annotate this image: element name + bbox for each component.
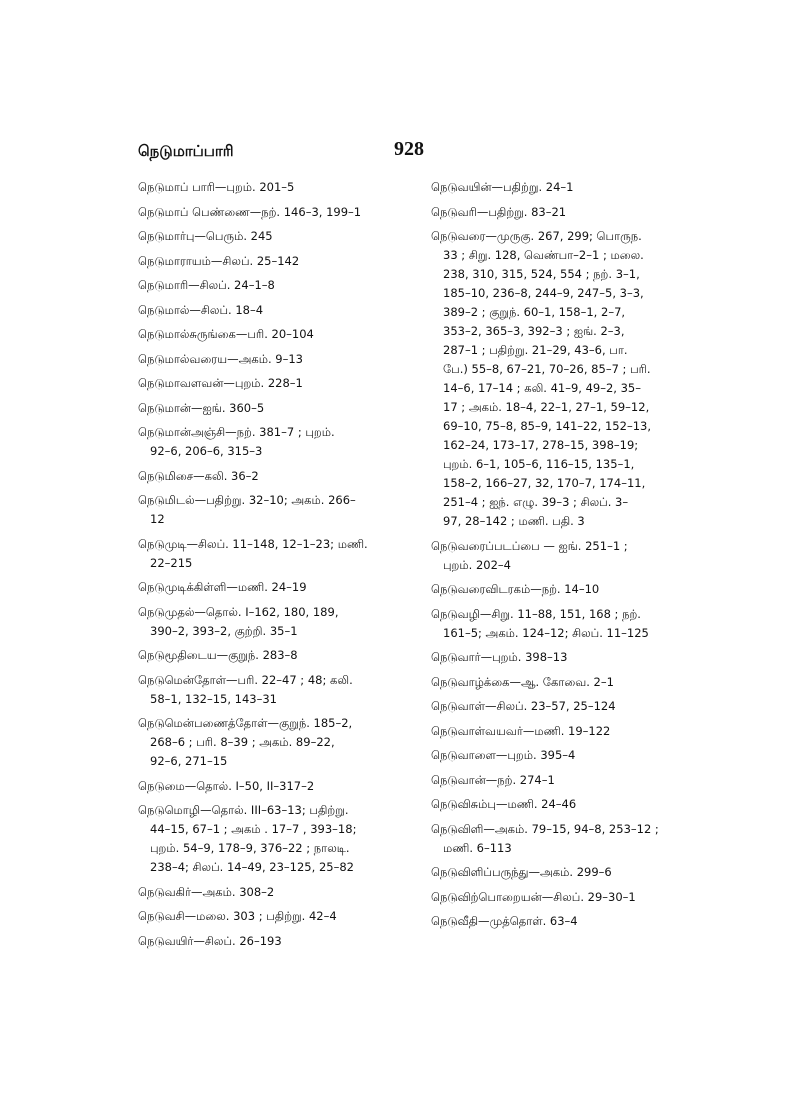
index-entry — [431, 722, 689, 741]
entry-line: நெடுமென்தோள்—பரி. 22–47 ; 48; கலி. — [138, 672, 353, 687]
entry-line: நெடுவிளிப்பருந்து—அகம். 299–6 — [431, 865, 612, 879]
entry-line: 12 — [150, 512, 165, 526]
entry-continuation — [138, 733, 403, 771]
index-entry — [138, 777, 403, 796]
index-entry — [431, 912, 689, 931]
right-column — [431, 178, 689, 937]
entry-line: புறம். 6–1, 105–6, 116–15, 135–1, — [443, 457, 635, 471]
entry-line: நெடுமிடல்—பதிற்று. 32–10; அகம். 266– — [138, 493, 356, 507]
index-entry — [138, 714, 403, 771]
index-entry — [138, 801, 403, 877]
entry-line: நெடுவயிர்—சிலப். 26–193 — [138, 933, 282, 948]
entry-line: 158–2, 166–27, 32, 170–7, 174–11, — [443, 476, 646, 490]
entry-line: நெடுவாழ்க்கை—ஆ. கோவை. 2–1 — [431, 674, 614, 689]
index-entry — [431, 771, 689, 790]
entry-continuation — [431, 556, 689, 575]
entry-continuation — [138, 510, 403, 529]
index-entry — [138, 325, 403, 344]
index-entry — [431, 203, 689, 222]
index-entry — [431, 605, 689, 643]
entry-line: நெடுமொழி—தொல். III–63–13; பதிற்று. — [138, 803, 349, 817]
entry-line: நெடுமாரி—சிலப். 24–1–8 — [138, 278, 275, 292]
entry-line: நெடுவிளி—அகம். 79–15, 94–8, 253–12 ; — [431, 821, 659, 836]
entry-line: நெடுவாள்வயவர்—மணி. 19–122 — [431, 723, 611, 738]
page-header — [138, 138, 698, 168]
index-entry — [138, 671, 403, 709]
entry-line: நெடுவீதி—முத்தொள். 63–4 — [431, 914, 578, 928]
index-entry — [431, 697, 689, 716]
entry-line: 58–1, 132–15, 143–31 — [150, 691, 277, 706]
entry-continuation — [138, 622, 403, 641]
entry-line: புறம். 54–9, 178–9, 376–22 ; நாலடி. — [150, 841, 350, 855]
entry-continuation — [138, 442, 403, 461]
entry-continuation — [138, 820, 403, 877]
index-entry — [138, 578, 403, 597]
index-entry — [431, 863, 689, 882]
entry-line: 185–10, 236–8, 244–9, 247–5, 3–3, — [443, 286, 644, 300]
entry-line: நெடுமாப் பெண்ணை—நற். 146–3, 199–1 — [138, 204, 362, 219]
left-column — [138, 178, 403, 956]
entry-line: நெடுமை—தொல். I–50, II–317–2 — [138, 778, 315, 793]
index-entry — [138, 399, 403, 418]
entry-line: நெடுமுடி—சிலப். 11–148, 12–1–23; மணி. — [138, 536, 368, 551]
entry-line: 161–5; அகம். 124–12; சிலப். 11–125 — [443, 625, 649, 640]
entry-line: நெடுமுடிக்கிள்ளி—மணி. 24–19 — [138, 580, 307, 594]
entry-line: நெடுவாளை—புறம். 395–4 — [431, 748, 576, 762]
entry-line: 162–24, 173–17, 278–15, 398–19; — [443, 438, 639, 452]
index-entry — [431, 820, 689, 858]
entry-line: நெடுமுதல்—தொல். I–162, 180, 189, — [138, 604, 339, 619]
entry-line: நெடுவரை—முருகு. 267, 299; பொருந. — [431, 229, 642, 243]
entry-line: 287–1 ; பதிற்று. 21–29, 43–6, பா. — [443, 343, 628, 357]
index-entry — [138, 374, 403, 393]
entry-line: புறம். 202–4 — [443, 557, 511, 572]
entry-line: நெடுவார்—புறம். 398–13 — [431, 650, 568, 664]
entry-line: நெடுவிற்பொறையன்—சிலப். 29–30–1 — [431, 889, 636, 904]
entry-line: நெடுவிசும்பு—மணி. 24–46 — [431, 797, 577, 811]
entry-line: நெடுவரி—பதிற்று. 83–21 — [431, 204, 567, 219]
index-entry — [138, 603, 403, 641]
entry-line: 390–2, 393–2, குற்றி. 35–1 — [150, 623, 298, 638]
entry-line: மணி. 6–113 — [443, 840, 512, 855]
index-entry — [138, 350, 403, 369]
entry-line: 14–6, 17–14 ; கலி. 41–9, 49–2, 35– — [443, 381, 641, 395]
entry-line: 17 ; அகம். 18–4, 22–1, 27–1, 59–12, — [443, 400, 650, 414]
entry-continuation — [431, 624, 689, 643]
entry-line: 389–2 ; குறுந். 60–1, 158–1, 2–7, — [443, 305, 626, 319]
entry-line: 251–4 ; ஐந். எழு. 39–3 ; சிலப். 3– — [443, 495, 629, 509]
index-entry — [431, 888, 689, 907]
index-entry — [431, 580, 689, 599]
index-entry — [138, 252, 403, 271]
entry-continuation — [138, 690, 403, 709]
entry-line: நெடுமாவளவன்—புறம். 228–1 — [138, 376, 303, 390]
entry-line: நெடுமான்அஞ்சி—நற். 381–7 ; புறம். — [138, 425, 335, 439]
index-entry — [138, 301, 403, 320]
index-entry — [431, 537, 689, 575]
index-entry — [138, 467, 403, 486]
entry-line: நெடுமால்வரைய—அகம். 9–13 — [138, 351, 303, 366]
index-entry — [138, 535, 403, 573]
entry-line: 92–6, 271–15 — [150, 754, 228, 768]
entry-line: நெடுமார்பு—பெரும். 245 — [138, 229, 273, 243]
index-entry — [138, 227, 403, 246]
entry-line: 97, 28–142 ; மணி. பதி. 3 — [443, 514, 585, 528]
entry-continuation — [431, 839, 689, 858]
entry-line: 33 ; சிறு. 128, வெண்பா–2–1 ; மலை. — [443, 248, 644, 262]
index-entry — [431, 648, 689, 667]
entry-line: 268–6 ; பரி. 8–39 ; அகம். 89–22, — [150, 735, 335, 749]
entry-line: நெடுமாராயம்—சிலப். 25–142 — [138, 253, 300, 268]
page-number: 928 — [394, 138, 424, 160]
entry-line: நெடுமாப் பாரி—புறம். 201–5 — [138, 180, 295, 194]
entry-line: நெடுமான்—ஐங். 360–5 — [138, 400, 265, 415]
index-entry — [138, 276, 403, 295]
index-entry — [138, 646, 403, 665]
entry-line: நெடுவான்—நற். 274–1 — [431, 772, 555, 787]
entry-line: நெடுவகிர்—அகம். 308–2 — [138, 884, 275, 899]
entry-line: 238–4; சிலப். 14–49, 23–125, 25–82 — [150, 860, 354, 874]
entry-line: 92–6, 206–6, 315–3 — [150, 444, 263, 458]
entry-line: நெடுமிசை—கலி. 36–2 — [138, 468, 259, 483]
entry-line: நெடுமால்சுருங்கை—பரி. 20–104 — [138, 327, 314, 341]
index-entry — [138, 203, 403, 222]
index-entry — [431, 178, 689, 197]
entry-line: பே.) 55–8, 67–21, 70–26, 85–7 ; பரி. — [443, 362, 651, 376]
entry-line: 238, 310, 315, 524, 554 ; நற். 3–1, — [443, 267, 640, 281]
index-entry — [431, 673, 689, 692]
index-entry — [431, 227, 689, 531]
entry-line: 22–215 — [150, 555, 193, 570]
entry-line: 69–10, 75–8, 85–9, 141–22, 152–13, — [443, 419, 651, 433]
entry-line: நெடுவழி—சிறு. 11–88, 151, 168 ; நற். — [431, 606, 641, 621]
index-entry — [431, 795, 689, 814]
entry-line: நெடுமென்பணைத்தோள்—குறுந். 185–2, — [138, 716, 353, 730]
index-entry — [138, 491, 403, 529]
index-entry — [138, 932, 403, 951]
entry-line: நெடுமால்—சிலப். 18–4 — [138, 302, 264, 317]
index-entry — [138, 423, 403, 461]
entry-line: நெடுவசி—மலை. 303 ; பதிற்று. 42–4 — [138, 909, 337, 923]
entry-line: 353–2, 365–3, 392–3 ; ஐங். 2–3, — [443, 324, 625, 338]
entry-continuation — [431, 246, 689, 531]
entry-line: நெடுவரைப்படப்பை — ஐங். 251–1 ; — [431, 538, 628, 553]
running-head: நெடுமாப்பாரி — [138, 142, 234, 160]
entry-line: 44–15, 67–1 ; அகம் . 17–7 , 393–18; — [150, 822, 357, 836]
entry-line: நெடுவாள்—சிலப். 23–57, 25–124 — [431, 699, 616, 713]
index-entry — [138, 907, 403, 926]
entry-line: நெடுவயின்—பதிற்று. 24–1 — [431, 180, 574, 194]
entry-line: நெடுமூதிடைய—குறுந். 283–8 — [138, 648, 298, 662]
index-entry — [138, 178, 403, 197]
index-entry — [431, 746, 689, 765]
index-entry — [138, 883, 403, 902]
entry-line: நெடுவரைவிடரகம்—நற். 14–10 — [431, 582, 600, 596]
entry-continuation — [138, 554, 403, 573]
